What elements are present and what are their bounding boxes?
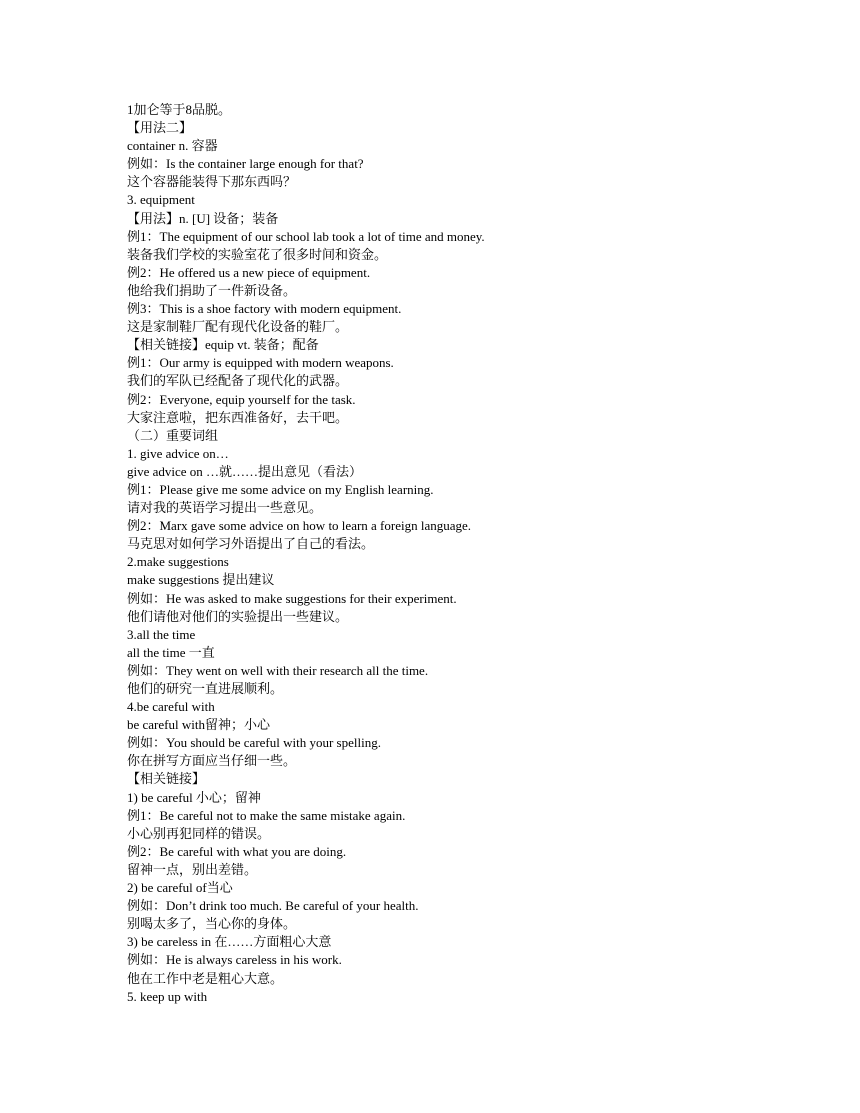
vocabulary-heading: 3. equipment xyxy=(127,192,195,208)
example-sentence: 例2：Be careful with what you are doing. xyxy=(127,843,347,859)
example-sentence: 例1：Be careful not to make the same mistake again. xyxy=(127,807,406,823)
example-sentence: 例1：Please give me some advice on my English learning. xyxy=(127,481,434,497)
example-sentence: 例2：He offered us a new piece of equipment. xyxy=(127,264,371,280)
phrase-definition: 2) be careful of当心 xyxy=(127,880,233,896)
translation-line: 他给我们捐助了一件新设备。 xyxy=(127,282,297,298)
phrase-definition: 1) be careful 小心；留神 xyxy=(127,789,261,805)
usage-line: 【用法】n. [U] 设备；装备 xyxy=(127,210,279,226)
phrase-definition: all the time 一直 xyxy=(127,644,215,660)
example-sentence: 例1：Our army is equipped with modern weapons. xyxy=(127,355,394,371)
phrase-heading: 2.make suggestions xyxy=(127,554,229,570)
translation-line: 小心别再犯同样的错误。 xyxy=(127,825,271,841)
translation-line: 这个容器能装得下那东西吗？ xyxy=(127,174,297,190)
example-sentence: 例如：Is the container large enough for that? xyxy=(127,156,364,172)
translation-line: 留神一点，别出差错。 xyxy=(127,861,258,877)
translation-line: 他在工作中老是粗心大意。 xyxy=(127,970,284,986)
translation-line: 大家注意啦，把东西准备好，去干吧。 xyxy=(127,409,349,425)
translation-line: 装备我们学校的实验室花了很多时间和资金。 xyxy=(127,246,388,262)
example-sentence: 例3：This is a shoe factory with modern equipment. xyxy=(127,301,402,317)
section-heading: 【用法二】 xyxy=(127,120,193,136)
phrase-definition: give advice on …就……提出意见（看法） xyxy=(127,463,363,479)
example-sentence: 例1：The equipment of our school lab took a lot of time and money. xyxy=(127,228,485,244)
example-sentence: 例如：He is always careless in his work. xyxy=(127,952,342,968)
translation-line: 请对我的英语学习提出一些意见。 xyxy=(127,500,323,516)
section-heading: 【相关链接】 xyxy=(127,771,206,787)
phrase-heading: 1. give advice on… xyxy=(127,445,229,461)
example-sentence: 例如：You should be careful with your spelling. xyxy=(127,735,381,751)
translation-line: 你在拼写方面应当仔细一些。 xyxy=(127,753,297,769)
translation-line: 我们的军队已经配备了现代化的武器。 xyxy=(127,373,349,389)
phrase-heading: 4.be careful with xyxy=(127,699,215,715)
translation-line: 他们的研究一直进展顺利。 xyxy=(127,681,284,696)
phrase-definition: make suggestions 提出建议 xyxy=(127,572,275,588)
translation-line: 他们请他对他们的实验提出一些建议。 xyxy=(127,608,349,624)
translation-line: 马克思对如何学习外语提出了自己的看法。 xyxy=(127,536,375,552)
example-sentence: 例如：He was asked to make suggestions for their experiment. xyxy=(127,590,457,606)
translation-line: 这是家制鞋厂配有现代化设备的鞋厂。 xyxy=(127,319,349,335)
text-line: container n. 容器 xyxy=(127,138,218,154)
example-sentence: 例2：Marx gave some advice on how to learn a foreign language. xyxy=(127,518,472,534)
example-sentence: 例如：They went on well with their research all the time. xyxy=(127,662,429,678)
example-sentence: 例如：Don’t drink too much. Be careful of your health. xyxy=(127,898,419,914)
related-link-line: 【相关链接】equip vt. 装备；配备 xyxy=(127,337,319,353)
example-sentence: 例2：Everyone, equip yourself for the task. xyxy=(127,391,356,407)
phrase-heading: 5. keep up with xyxy=(127,988,208,1004)
phrase-definition: be careful with留神；小心 xyxy=(127,717,270,733)
phrase-definition: 3) be careless in 在……方面粗心大意 xyxy=(127,934,332,950)
document-body xyxy=(127,101,827,1006)
section-heading: （二）重要词组 xyxy=(127,427,219,443)
phrase-heading: 3.all the time xyxy=(127,626,196,642)
translation-line: 别喝太多了，当心你的身体。 xyxy=(127,916,297,932)
text-line: 1加仑等于8品脱。 xyxy=(127,102,232,117)
